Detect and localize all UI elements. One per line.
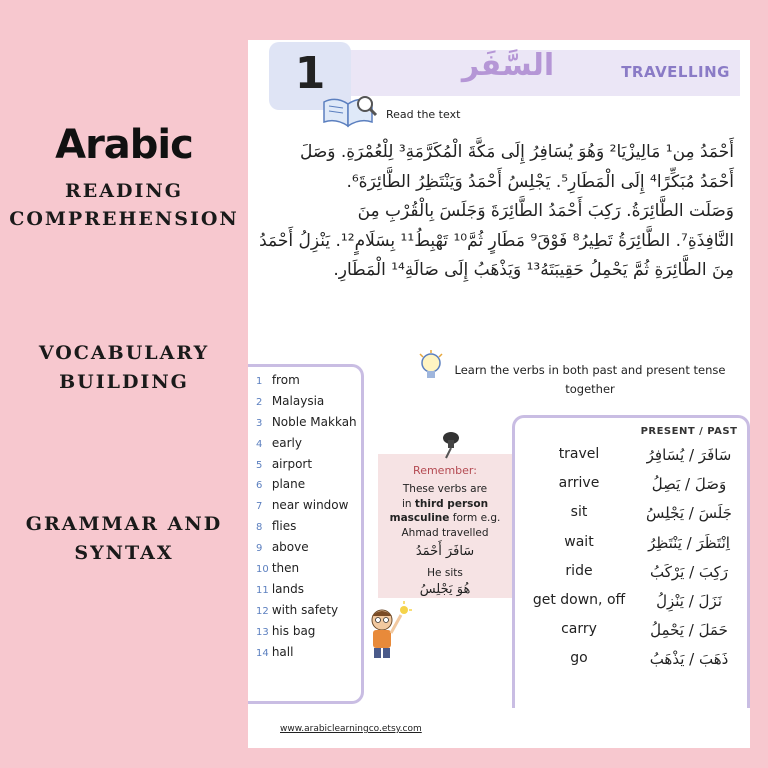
verb-english: go — [570, 650, 588, 667]
verb-english: arrive — [558, 475, 600, 492]
vocabulary-word: from — [271, 373, 300, 387]
vocabulary-word: hall — [271, 644, 294, 659]
verb-english: wait — [564, 533, 594, 550]
vocabulary-item — [256, 498, 357, 519]
vocabulary-word: flies — [271, 519, 297, 534]
remember-line: He sits — [427, 567, 463, 579]
vocabulary-list — [256, 373, 357, 665]
vocabulary-item — [256, 603, 357, 624]
remember-example-arabic: سَافَرَ أَحْمَدُ — [415, 544, 475, 559]
vocabulary-item — [256, 540, 357, 561]
vocabulary-word: above — [271, 540, 309, 555]
remember-line — [380, 497, 510, 512]
verb-arabic: سَافَرَ / يُسَافِرُ — [646, 446, 732, 464]
vocabulary-item — [256, 561, 357, 582]
remember-example-arabic: هُوَ يَجْلِسُ — [419, 582, 471, 597]
vocabulary-word: Noble Makkah — [271, 414, 357, 429]
push-pin-icon — [438, 430, 462, 464]
vocabulary-item — [256, 624, 357, 645]
verb-row — [515, 563, 747, 592]
vocabulary-word: his bag — [271, 623, 316, 638]
vocabulary-item — [256, 477, 357, 498]
vocabulary-word: early — [271, 435, 302, 450]
feature-reading: READING — [65, 180, 183, 202]
vocabulary-item — [256, 394, 357, 415]
feature-comprehension: COMPREHENSION — [9, 208, 239, 230]
verb-row — [515, 475, 747, 504]
verb-english: sit — [570, 504, 588, 521]
verb-arabic: نَزَلَ / يَنْزِلُ — [656, 592, 722, 610]
verb-english: carry — [561, 621, 597, 638]
boy-pointing-icon — [360, 600, 414, 666]
remember-bold-term: masculine — [389, 512, 450, 524]
learn-instruction: Learn the verbs in both past and present tense together — [454, 363, 726, 396]
feature-building: BUILDING — [59, 371, 189, 393]
vocabulary-item — [256, 436, 357, 457]
vocabulary-box — [248, 364, 364, 704]
feature-vocabulary: VOCABULARY — [38, 342, 210, 364]
passage-line: أَحْمَدُ مِن¹ مَالِيزْيَا² وَهُوَ يُسَافِرُ إِلَى مَكَّةَ الْمُكَرَّمَةِ³ لِلْعُمْرَةِ. وَصَلَ — [299, 142, 734, 162]
vocabulary-word: then — [271, 561, 300, 576]
vocabulary-word: near window — [271, 498, 349, 513]
vocabulary-number: 3 — [256, 417, 263, 429]
title-english: TRAVELLING — [621, 63, 730, 81]
brand-title: Arabic — [55, 122, 193, 168]
vocabulary-item — [256, 457, 357, 478]
verbs-header: PRESENT / PAST — [640, 426, 738, 437]
remember-line — [380, 511, 510, 526]
vocabulary-word: airport — [271, 456, 313, 471]
feature-syntax: SYNTAX — [74, 542, 174, 564]
verb-arabic: حَمَلَ / يَحْمِلُ — [650, 621, 728, 640]
remember-text-part: in — [401, 497, 415, 510]
verb-arabic: رَكِبَ / يَرْكَبُ — [649, 562, 729, 581]
feature-grammar: GRAMMAR AND — [25, 513, 223, 535]
vocabulary-number: 4 — [256, 438, 263, 450]
vocabulary-item — [256, 582, 357, 603]
vocabulary-item — [256, 415, 357, 436]
verb-arabic: ذَهَبَ / يَذْهَبُ — [649, 650, 729, 669]
remember-text — [380, 482, 510, 540]
reading-passage — [258, 138, 734, 286]
vocabulary-word: plane — [271, 477, 306, 492]
verb-english: travel — [558, 446, 600, 462]
verb-row — [515, 504, 747, 533]
passage-line: أَحْمَدُ مُبَكِّرًا⁴ إِلَى الْمَطَارِ⁵. يَجْلِسُ أَحْمَدُ وَيَنْتَظِرُ الطَّائِرَةَ⁶. — [346, 171, 734, 192]
vocabulary-item — [256, 645, 357, 666]
verb-row — [515, 446, 747, 475]
vocabulary-number: 13 — [256, 626, 269, 638]
lesson-number: 1 — [294, 48, 326, 99]
vocabulary-number: 11 — [256, 584, 269, 596]
remember-text-part: form e.g. — [449, 512, 501, 524]
verb-arabic: جَلَسَ / يَجْلِسُ — [646, 504, 732, 523]
remember-line: These verbs are — [402, 483, 488, 495]
verb-row — [515, 650, 747, 679]
passage-line: النَّافِذَةِ⁷. الطَّائِرَةُ تَطِيرُ⁸ فَوْقَ⁹ مَطَارٍ ثُمَّ¹⁰ تَهْبِطُ¹¹ بِسَلَامٍ¹². يَنْزِلُ أَحْمَدُ — [259, 230, 734, 251]
vocabulary-number: 9 — [256, 543, 263, 555]
worksheet — [248, 40, 750, 748]
footer-link[interactable]: www.arabiclearningco.etsy.com — [280, 724, 422, 734]
vocabulary-item — [256, 519, 357, 540]
read-instruction: Read the text — [386, 108, 461, 121]
vocabulary-number: 12 — [256, 605, 269, 617]
light-bulb-icon — [416, 350, 446, 390]
left-panel — [0, 0, 248, 768]
passage-line: مِنَ الطَّائِرَةِ ثُمَّ يَحْمِلُ حَقِيبَتَهُ¹³ وَيَذْهَبُ إِلَى صَالَةِ¹⁴ الْمَطَارِ. — [333, 260, 734, 280]
verb-arabic: وَصَلَ / يَصِلُ — [651, 475, 727, 494]
vocabulary-number: 1 — [256, 376, 263, 387]
remember-title: Remember: — [413, 464, 477, 477]
vocabulary-word: with safety — [271, 602, 339, 617]
book-magnifier-icon — [320, 92, 380, 136]
remember-bold-term: third person — [414, 497, 489, 510]
vocabulary-number: 7 — [256, 501, 263, 513]
vocabulary-word: Malaysia — [271, 393, 325, 408]
vocabulary-number: 10 — [256, 564, 269, 576]
verb-row — [515, 621, 747, 650]
vocabulary-number: 5 — [256, 459, 263, 471]
verb-row — [515, 592, 747, 621]
vocabulary-item — [256, 373, 357, 394]
verb-english: ride — [565, 562, 593, 579]
verb-english: get down, off — [532, 592, 626, 608]
passage-line: وَصَلَت الطَّائِرَةُ. رَكِبَ أَحْمَدُ الطَّائِرَةَ وَجَلَسَ بِالْقُرْبِ مِنَ — [357, 201, 734, 221]
verbs-table — [512, 415, 750, 708]
remember-line: Ahmad travelled — [401, 526, 489, 539]
vocabulary-word: lands — [271, 581, 304, 596]
verb-arabic: اِنْتَظَرَ / يَنْتَظِرُ — [648, 533, 730, 552]
vocabulary-number: 6 — [256, 480, 263, 492]
vocabulary-number: 14 — [256, 647, 269, 659]
vocabulary-number: 8 — [256, 522, 263, 534]
vocabulary-number: 2 — [256, 396, 263, 408]
verb-row — [515, 534, 747, 563]
title-arabic: السَّفَر — [461, 48, 555, 83]
